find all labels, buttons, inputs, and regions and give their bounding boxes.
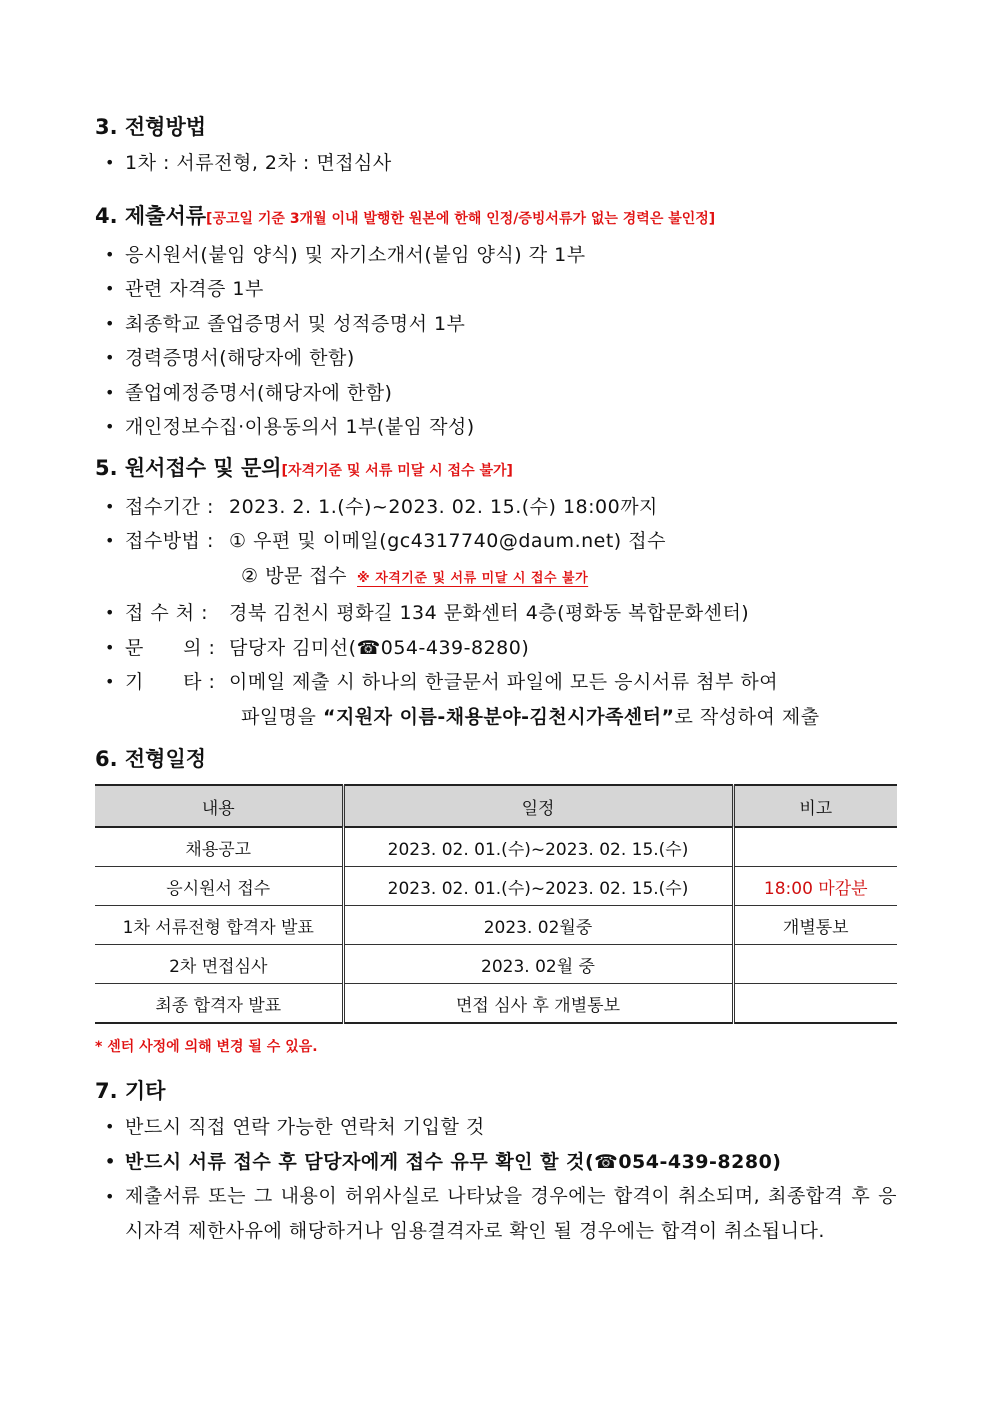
- section-7-title: 7. 기타: [95, 1079, 166, 1103]
- table-header-row: [95, 785, 897, 827]
- list-item-text: 응시원서(붙임 양식) 및 자기소개서(붙임 양식) 각 1부: [125, 243, 586, 266]
- section-5-list: [95, 490, 897, 735]
- section-4-note: [공고일 기준 3개월 이내 발행한 원본에 한해 인정/증빙서류가 없는 경력은 불인정]: [206, 210, 716, 227]
- bullet-icon: •: [105, 417, 115, 436]
- bullet-icon: •: [105, 279, 115, 298]
- list-item-text: 졸업예정증명서(해당자에 한함): [125, 381, 393, 404]
- schedule-table: [95, 784, 897, 1024]
- list-item: [95, 1179, 897, 1249]
- section-5-title-text: 5. 원서접수 및 문의: [95, 455, 282, 480]
- table-cell: 2023. 02월 중: [343, 945, 733, 984]
- table-cell: 2023. 02월중: [343, 906, 733, 945]
- bullet-icon: •: [105, 153, 115, 172]
- list-item-text: 관련 자격증 1부: [125, 278, 264, 300]
- list-item: [95, 376, 897, 411]
- table-cell: 개별통보: [733, 906, 897, 945]
- bullet-icon: •: [105, 1117, 115, 1136]
- bullet-icon: •: [105, 348, 115, 367]
- bullet-icon: •: [105, 313, 115, 333]
- schedule-footnote: * 센터 사정에 의해 변경 될 수 있음.: [95, 1039, 318, 1055]
- table-header-cell: 비고: [733, 785, 897, 827]
- section-4-title-text: 4. 제출서류: [95, 203, 207, 228]
- table-cell: [733, 984, 897, 1024]
- document-page: [95, 108, 897, 1249]
- list-item-text: 1차 : 서류전형, 2차 : 면접심사: [125, 152, 392, 174]
- list-item-text: 반드시 서류 접수 후 담당자에게 접수 유무 확인 할 것(☎054-439-8280): [125, 1150, 782, 1173]
- list-item-text: 반드시 직접 연락 가능한 연락처 기입할 것: [125, 1116, 485, 1138]
- list-item-text: 개인정보수집·이용동의서 1부(붙임 작성): [125, 416, 475, 438]
- list-item-etc-2: [95, 700, 897, 735]
- list-item: [95, 307, 897, 342]
- etc-label: 기 타 :: [125, 671, 216, 693]
- table-cell: 면접 심사 후 개별통보: [343, 984, 733, 1024]
- section-5-title: [95, 449, 897, 490]
- section-4-list: [95, 238, 897, 445]
- table-cell: 2023. 02. 01.(수)~2023. 02. 15.(수): [343, 827, 733, 867]
- list-item: [95, 1110, 897, 1145]
- bullet-icon: •: [105, 496, 115, 516]
- etc-value-2b: “지원자 이름-채용분야-김천시가족센터”: [322, 705, 675, 728]
- bullet-icon: •: [105, 637, 115, 657]
- table-header-cell: 내용: [95, 785, 343, 827]
- etc-value-2c: 로 작성하여 제출: [674, 705, 820, 728]
- contact-value: 담당자 김미선(☎054-439-8280): [229, 636, 530, 659]
- bullet-icon: •: [105, 1187, 115, 1206]
- list-item: [95, 410, 897, 445]
- table-row: [95, 906, 897, 945]
- period-value: 2023. 2. 1.(수)~2023. 02. 15.(수) 18:00까지: [229, 495, 658, 518]
- section-3-list: [95, 146, 897, 181]
- list-item: [95, 1145, 897, 1180]
- table-row: [95, 827, 897, 867]
- table-cell: [733, 945, 897, 984]
- list-item: [95, 238, 897, 273]
- method-label: 접수방법 :: [125, 530, 214, 552]
- table-cell: [733, 827, 897, 867]
- table-cell: 채용공고: [95, 827, 343, 867]
- list-item: [95, 146, 897, 181]
- list-item-contact: [95, 631, 897, 666]
- table-cell: 응시원서 접수: [95, 867, 343, 906]
- bullet-icon: •: [105, 1151, 116, 1171]
- table-row: [95, 984, 897, 1024]
- contact-label: 문 의 :: [125, 636, 216, 659]
- table-cell: 18:00 마감분: [733, 867, 897, 906]
- method-1: ① 우편 및 이메일(gc4317740@daum.net) 접수: [229, 530, 666, 552]
- bullet-icon: •: [105, 672, 115, 691]
- table-cell: 2023. 02. 01.(수)~2023. 02. 15.(수): [343, 867, 733, 906]
- section-3-title: 3. 전형방법: [95, 115, 207, 139]
- bullet-icon: •: [105, 382, 115, 402]
- bullet-icon: •: [105, 244, 115, 264]
- list-item-text: 경력증명서(해당자에 한함): [125, 347, 355, 369]
- list-item-method-2: [95, 559, 897, 597]
- etc-value-2a: 파일명을: [241, 705, 323, 728]
- section-4-title: [95, 197, 897, 238]
- list-item-text: 최종학교 졸업증명서 및 성적증명서 1부: [125, 312, 466, 335]
- method-2: ② 방문 접수: [241, 564, 348, 587]
- bullet-icon: •: [105, 531, 115, 550]
- table-header-cell: 일정: [343, 785, 733, 827]
- table-row: [95, 945, 897, 984]
- etc-value-1: 이메일 제출 시 하나의 한글문서 파일에 모든 응시서류 첨부 하여: [229, 671, 779, 693]
- list-item-text: 제출서류 또는 그 내용이 허위사실로 나타났을 경우에는 합격이 취소되며, 최종합격 후 응시자격 제한사유에 해당하거나 임용결격자로 확인 될 경우에는 합격이 취소됩니다.: [125, 1185, 897, 1242]
- section-6-title: 6. 전형일정: [95, 747, 207, 771]
- list-item-method: [95, 524, 897, 559]
- table-cell: 2차 면접심사: [95, 945, 343, 984]
- table-cell: 최종 합격자 발표: [95, 984, 343, 1024]
- bullet-icon: •: [105, 603, 115, 622]
- list-item: [95, 341, 897, 376]
- place-value: 경북 김천시 평화길 134 문화센터 4층(평화동 복합문화센터): [229, 602, 750, 624]
- section-7-list: [95, 1110, 897, 1249]
- method-2-note: ※ 자격기준 및 서류 미달 시 접수 불가: [357, 570, 589, 586]
- list-item-etc: [95, 665, 897, 700]
- table-cell: 1차 서류전형 합격자 발표: [95, 906, 343, 945]
- period-label: 접수기간 :: [125, 495, 214, 518]
- list-item: [95, 272, 897, 307]
- section-5-note: [자격기준 및 서류 미달 시 접수 불가]: [281, 462, 513, 479]
- table-row: [95, 867, 897, 906]
- list-item-place: [95, 596, 897, 631]
- place-label: 접 수 처 :: [125, 602, 209, 624]
- list-item-period: [95, 490, 897, 525]
